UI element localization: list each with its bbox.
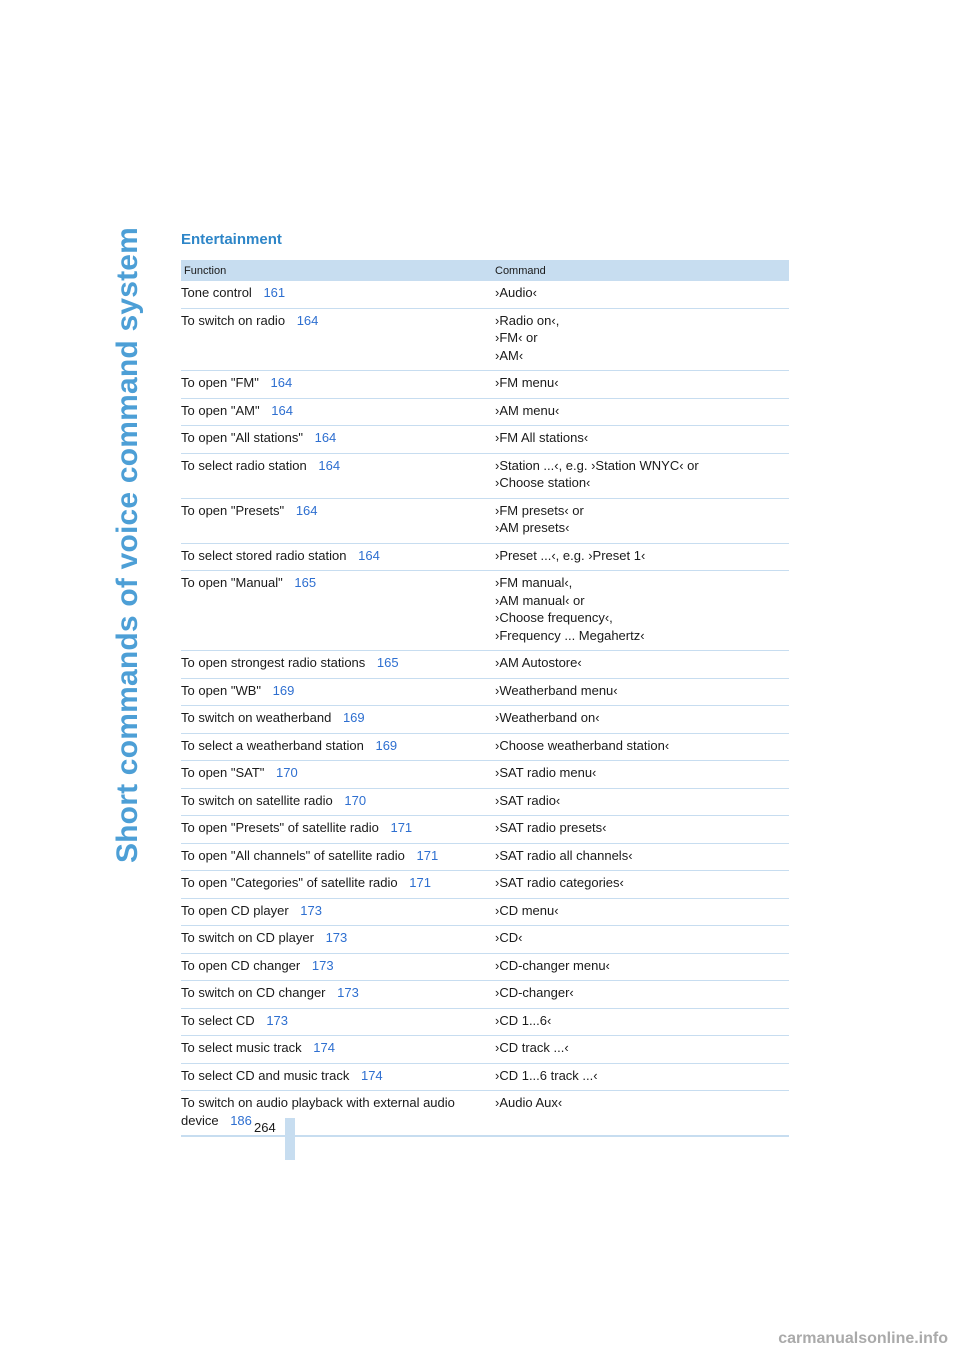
command-cell [495, 874, 789, 892]
table-row [181, 371, 789, 399]
command-cell [495, 502, 789, 537]
command-line: ›FM presets‹ or [495, 502, 584, 518]
command-cell [495, 929, 789, 947]
page-reference-link[interactable]: 174 [313, 1040, 335, 1055]
page-reference-link[interactable]: 164 [270, 375, 293, 390]
page-reference-link[interactable]: 171 [409, 875, 431, 890]
function-cell [181, 547, 495, 565]
command-line: ›SAT radio menu‹ [495, 765, 597, 780]
section-title: Entertainment [181, 231, 282, 248]
command-cell [495, 764, 789, 782]
table-row [181, 651, 789, 679]
table-row [181, 1064, 789, 1092]
function-cell [181, 1094, 495, 1129]
table-row [181, 981, 789, 1009]
command-cell [495, 547, 789, 565]
function-cell [181, 429, 495, 447]
function-cell [181, 284, 495, 302]
function-text: To select stored radio station [181, 547, 347, 563]
page-reference-link[interactable]: 164 [296, 312, 319, 328]
function-cell [181, 502, 495, 537]
table-row [181, 871, 789, 899]
command-line: ›CD‹ [495, 930, 523, 945]
command-cell [495, 312, 789, 365]
table-row [181, 281, 789, 309]
page-reference-link[interactable]: 171 [390, 820, 413, 835]
function-cell [181, 709, 495, 727]
function-cell [181, 374, 495, 392]
command-line: ›CD-changer menu‹ [495, 957, 610, 973]
table-row [181, 816, 789, 844]
page-reference-link[interactable]: 169 [342, 710, 365, 725]
table-row [181, 399, 789, 427]
function-cell [181, 312, 495, 365]
function-text: To switch on radio [181, 312, 286, 328]
command-cell [495, 1094, 789, 1129]
table-row [181, 954, 789, 982]
command-cell [495, 1067, 789, 1085]
page-reference-link[interactable]: 164 [358, 547, 380, 563]
command-cell [495, 737, 789, 755]
function-text: To select CD [181, 1012, 255, 1028]
page-reference-link[interactable]: 165 [294, 575, 317, 590]
function-cell [181, 457, 495, 492]
command-cell [495, 457, 789, 492]
command-cell [495, 984, 789, 1002]
page-reference-link[interactable]: 161 [263, 285, 286, 300]
page-reference-link[interactable]: 173 [337, 985, 359, 1000]
function-text: To open "All stations" [181, 430, 303, 445]
command-line: ›Weatherband menu‹ [495, 682, 618, 698]
function-cell [181, 792, 495, 810]
page-reference-link[interactable]: 173 [325, 930, 348, 945]
function-cell [181, 402, 495, 420]
command-line: ›Station ...‹, e.g. ›Station WNYC‹ or [495, 457, 699, 473]
function-text: To select a weatherband station [181, 737, 364, 753]
command-cell [495, 1012, 789, 1030]
command-cell [495, 819, 789, 837]
command-cell [495, 374, 789, 392]
page-reference-link[interactable]: 170 [344, 792, 367, 808]
command-line: ›AM‹ [495, 347, 524, 363]
function-text: To open "AM" [181, 402, 260, 418]
commands-table [181, 260, 789, 1137]
command-line: ›FM menu‹ [495, 375, 559, 390]
function-text: To switch on CD changer [181, 985, 326, 1000]
function-text: To select music track [181, 1040, 302, 1055]
command-cell [495, 682, 789, 700]
function-cell [181, 847, 495, 865]
table-row [181, 706, 789, 734]
function-text: To switch on satellite radio [181, 792, 333, 808]
table-row [181, 571, 789, 651]
command-cell [495, 847, 789, 865]
command-line: ›FM manual‹, [495, 575, 573, 590]
table-row [181, 1036, 789, 1064]
function-text: To open "All channels" of satellite radio [181, 847, 405, 863]
page-reference-link[interactable]: 165 [376, 655, 399, 670]
table-row [181, 454, 789, 499]
table-row [181, 309, 789, 372]
command-line: ›Choose weatherband station‹ [495, 737, 670, 753]
table-row [181, 734, 789, 762]
command-cell [495, 402, 789, 420]
table-body [181, 281, 789, 1135]
watermark: carmanualsonline.info [778, 1330, 948, 1347]
command-line: ›CD menu‹ [495, 902, 559, 918]
function-cell [181, 764, 495, 782]
function-cell [181, 654, 495, 672]
command-line: ›Preset ...‹, e.g. ›Preset 1‹ [495, 547, 646, 563]
function-text: To open strongest radio stations [181, 655, 366, 670]
page-reference-link[interactable]: 173 [266, 1012, 289, 1028]
command-line: ›Radio on‹, [495, 312, 560, 328]
table-row [181, 1009, 789, 1037]
function-cell [181, 682, 495, 700]
command-cell [495, 574, 789, 644]
function-cell [181, 819, 495, 837]
page-reference-link[interactable]: 164 [318, 457, 341, 473]
command-line: ›CD-changer‹ [495, 985, 574, 1000]
function-cell [181, 902, 495, 920]
command-line: ›AM presets‹ [495, 520, 570, 535]
function-text: To open "Categories" of satellite radio [181, 875, 398, 890]
function-text: To open "Presets" [181, 502, 285, 518]
function-cell [181, 874, 495, 892]
command-line: ›Audio Aux‹ [495, 1095, 563, 1110]
command-cell [495, 957, 789, 975]
command-cell [495, 654, 789, 672]
command-line: ›AM manual‹ or [495, 592, 585, 608]
table-row [181, 899, 789, 927]
command-cell [495, 1039, 789, 1057]
command-line: ›CD track ...‹ [495, 1040, 569, 1055]
command-line: ›SAT radio‹ [495, 792, 561, 808]
command-line: ›SAT radio presets‹ [495, 820, 607, 835]
command-line: ›FM‹ or [495, 330, 538, 345]
table-row [181, 679, 789, 707]
header-function: Function [184, 264, 227, 277]
function-text: To switch on audio playback with external audio device [181, 1095, 455, 1128]
table-row [181, 844, 789, 872]
page-reference-link[interactable]: 171 [416, 847, 439, 863]
page-reference-link[interactable]: 173 [300, 902, 322, 918]
page-marker-bar [285, 1118, 295, 1160]
command-line: ›Choose frequency‹, [495, 610, 613, 625]
command-line: ›Frequency ... Megahertz‹ [495, 627, 645, 643]
command-line: ›CD 1...6 track ...‹ [495, 1067, 598, 1083]
command-cell [495, 429, 789, 447]
chapter-title-text: Short commands of voice command system [111, 226, 145, 864]
table-header [181, 260, 789, 281]
command-line: ›FM All stations‹ [495, 430, 589, 445]
function-cell [181, 1039, 495, 1057]
function-text: To open "Manual" [181, 575, 283, 590]
function-cell [181, 1067, 495, 1085]
table-row [181, 761, 789, 789]
page-reference-link[interactable]: 164 [271, 402, 293, 418]
command-line: ›Choose station‹ [495, 475, 591, 490]
function-text: To open "SAT" [181, 765, 265, 780]
function-cell [181, 929, 495, 947]
header-command: Command [495, 264, 546, 277]
page-reference-link[interactable]: 169 [272, 682, 295, 698]
page-reference-link[interactable]: 173 [311, 957, 334, 973]
table-row [181, 926, 789, 954]
page-reference-link[interactable]: 164 [314, 430, 337, 445]
command-line: ›CD 1...6‹ [495, 1012, 552, 1028]
function-text: To open "WB" [181, 682, 262, 698]
function-cell [181, 1012, 495, 1030]
function-text: To switch on CD player [181, 930, 314, 945]
command-cell [495, 792, 789, 810]
command-line: ›SAT radio all channels‹ [495, 847, 633, 863]
function-text: To open CD player [181, 902, 289, 918]
page-reference-link[interactable]: 169 [375, 737, 398, 753]
page-number: 264 [254, 1120, 276, 1135]
table-row [181, 499, 789, 544]
page-reference-link[interactable]: 164 [295, 502, 318, 518]
function-text: To open "FM" [181, 375, 259, 390]
table-row [181, 426, 789, 454]
function-cell [181, 737, 495, 755]
page-reference-link[interactable]: 170 [276, 765, 298, 780]
function-text: Tone control [181, 285, 252, 300]
table-row [181, 544, 789, 572]
chapter-title-vertical [98, 226, 158, 864]
command-line: ›Weatherband on‹ [495, 710, 600, 725]
command-line: ›Audio‹ [495, 285, 537, 300]
table-row [181, 789, 789, 817]
command-line: ›SAT radio categories‹ [495, 875, 624, 890]
command-line: ›AM Autostore‹ [495, 655, 582, 670]
function-text: To select radio station [181, 457, 307, 473]
function-cell [181, 957, 495, 975]
command-cell [495, 709, 789, 727]
function-cell [181, 984, 495, 1002]
function-cell [181, 574, 495, 644]
command-cell [495, 284, 789, 302]
function-text: To select CD and music track [181, 1067, 350, 1083]
page-reference-link[interactable]: 186 [230, 1112, 252, 1128]
command-line: ›AM menu‹ [495, 402, 560, 418]
function-text: To switch on weatherband [181, 710, 332, 725]
command-cell [495, 902, 789, 920]
function-text: To open "Presets" of satellite radio [181, 820, 379, 835]
page-reference-link[interactable]: 174 [360, 1067, 383, 1083]
function-text: To open CD changer [181, 957, 301, 973]
